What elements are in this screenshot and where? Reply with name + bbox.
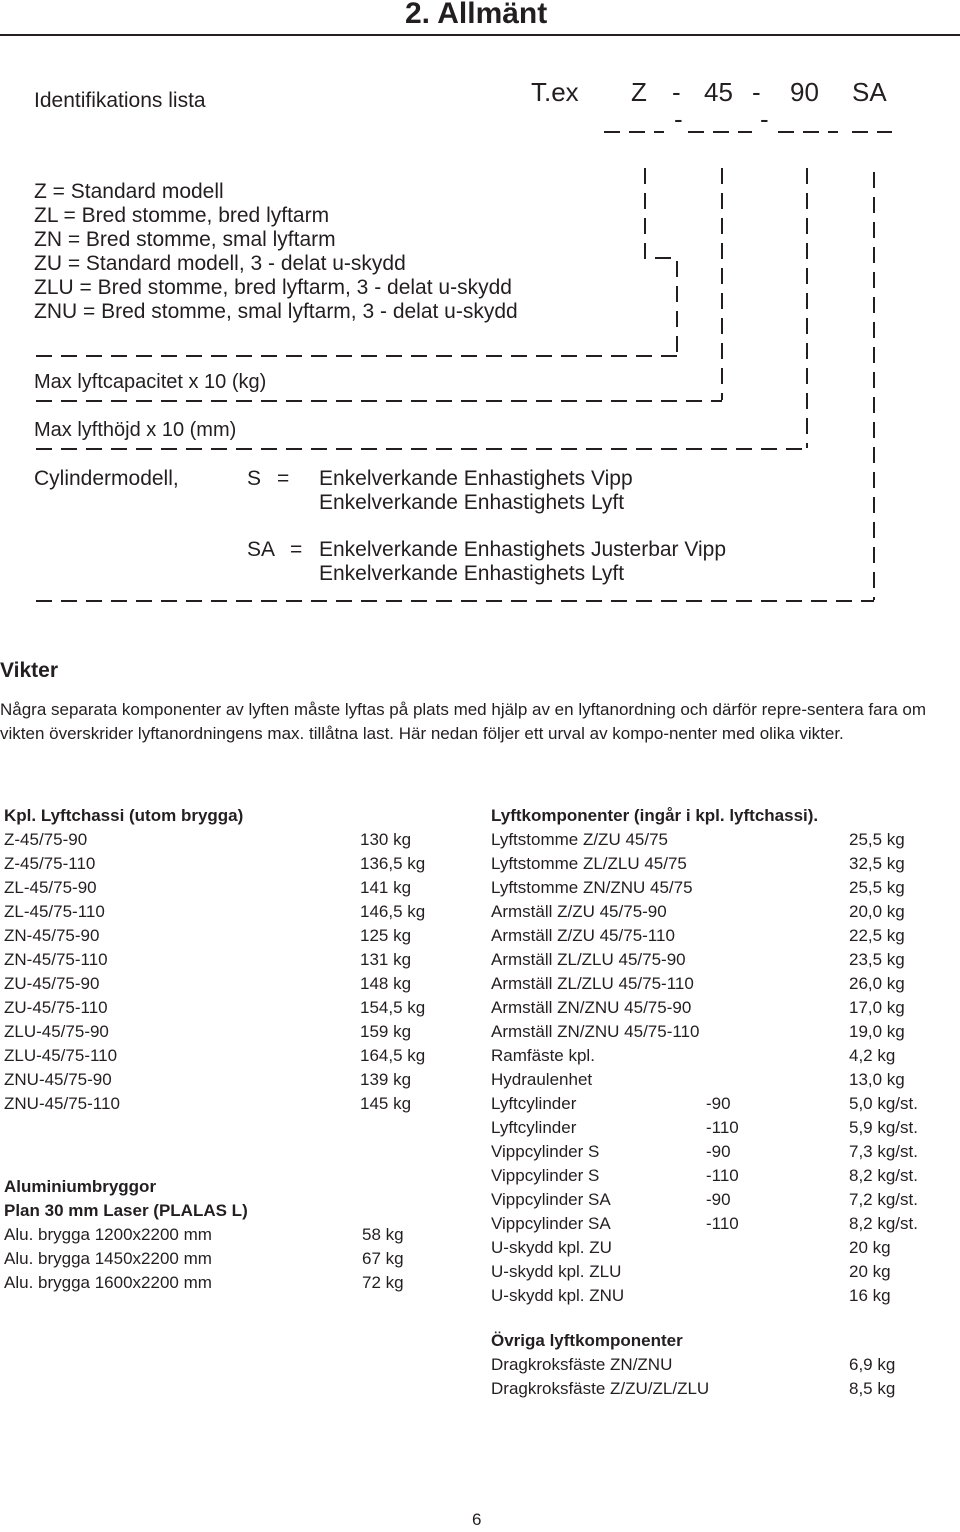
- model-line: ZLU = Bred stomme, bred lyftarm, 3 - delat u-skydd: [34, 276, 512, 299]
- components-heading: Lyftkomponenter (ingår i kpl. lyftchassi).: [491, 806, 819, 825]
- component-weight: 7,2 kg/st.: [849, 1190, 918, 1209]
- component-weight: 13,0 kg: [849, 1070, 905, 1089]
- component-name: Lyftcylinder: [491, 1118, 577, 1137]
- bridges-heading: Aluminiumbryggor: [4, 1177, 157, 1196]
- component-name: Vippcylinder SA: [491, 1190, 611, 1209]
- other-component-name: Dragkroksfäste ZN/ZNU: [491, 1355, 673, 1374]
- bridge-weight: 67 kg: [362, 1249, 404, 1268]
- bridge-name: Alu. brygga 1600x2200 mm: [4, 1273, 212, 1292]
- vikter-heading: Vikter: [0, 659, 58, 682]
- example-capacity: 45: [704, 77, 733, 107]
- chassis-name: Z-45/75-90: [4, 830, 88, 849]
- component-weight: 7,3 kg/st.: [849, 1142, 918, 1161]
- chassis-weight: 148 kg: [360, 974, 412, 993]
- other-component-name: Dragkroksfäste Z/ZU/ZL/ZLU: [491, 1379, 710, 1398]
- chassis-name: ZLU-45/75-90: [4, 1022, 109, 1041]
- example-prefix: T.ex: [531, 77, 579, 107]
- component-weight: 25,5 kg: [849, 830, 905, 849]
- example-model: Z: [631, 77, 647, 107]
- component-weight: 16 kg: [849, 1286, 891, 1305]
- example-dash-sep-1: -: [674, 104, 683, 134]
- bridges-subheading: Plan 30 mm Laser (PLALAS L): [4, 1201, 248, 1220]
- cylinder-label: Cylindermodell,: [34, 467, 179, 490]
- chassis-weight: 145 kg: [360, 1094, 412, 1113]
- page-number: 6: [472, 1510, 482, 1529]
- component-weight: 32,5 kg: [849, 854, 905, 873]
- example-height: 90: [790, 77, 819, 107]
- cylinder-eq-sa: =: [290, 538, 303, 561]
- chassis-weight: 125 kg: [360, 926, 412, 945]
- chassis-name: Z-45/75-110: [4, 854, 96, 873]
- component-name: Vippcylinder S: [491, 1142, 600, 1161]
- identification-title: Identifikations lista: [34, 89, 206, 112]
- chassis-name: ZNU-45/75-110: [4, 1094, 120, 1113]
- cylinder-desc: Enkelverkande Enhastighets Lyft: [319, 491, 625, 514]
- component-weight: 8,2 kg/st.: [849, 1166, 918, 1185]
- chassis-weight: 131 kg: [360, 950, 412, 969]
- component-variant: -110: [706, 1166, 739, 1185]
- component-name: Lyftcylinder: [491, 1094, 577, 1113]
- cylinder-desc: Enkelverkande Enhastighets Justerbar Vipp: [319, 538, 727, 561]
- component-weight: 17,0 kg: [849, 998, 905, 1017]
- other-component-weight: 6,9 kg: [849, 1355, 896, 1374]
- component-weight: 19,0 kg: [849, 1022, 905, 1041]
- component-name: Armställ ZN/ZNU 45/75-110: [491, 1022, 700, 1041]
- cylinder-desc: Enkelverkande Enhastighets Lyft: [319, 562, 625, 585]
- component-variant: -90: [706, 1142, 731, 1161]
- component-weight: 22,5 kg: [849, 926, 905, 945]
- component-name: Hydraulenhet: [491, 1070, 593, 1089]
- component-weight: 26,0 kg: [849, 974, 905, 993]
- example-dash-sep-2: -: [760, 104, 769, 134]
- model-line: ZU = Standard modell, 3 - delat u-skydd: [34, 252, 406, 275]
- chassis-weight: 159 kg: [360, 1022, 412, 1041]
- example-sep-2: -: [752, 77, 761, 107]
- vikter-paragraph: Några separata komponenter av lyften måste lyftas på plats med hjälp av en lyftanordning och därför repre-sentera fara om vikten överskrider lyftanordningens max. tillåtna last. Här nedan följer ett urval av kompo-nenter med olika vikter.: [0, 700, 927, 743]
- component-weight: 23,5 kg: [849, 950, 905, 969]
- other-components-heading: Övriga lyftkomponenter: [491, 1331, 683, 1350]
- component-weight: 20 kg: [849, 1238, 891, 1257]
- component-weight: 25,5 kg: [849, 878, 905, 897]
- model-line: ZL = Bred stomme, bred lyftarm: [34, 204, 330, 227]
- component-name: Vippcylinder S: [491, 1166, 600, 1185]
- chassis-weight: 146,5 kg: [360, 902, 426, 921]
- component-name: Lyftstomme ZL/ZLU 45/75: [491, 854, 687, 873]
- chassis-weight: 141 kg: [360, 878, 412, 897]
- chassis-name: ZU-45/75-90: [4, 974, 100, 993]
- model-line: ZNU = Bred stomme, smal lyftarm, 3 - delat u-skydd: [34, 300, 518, 323]
- component-weight: 20 kg: [849, 1262, 891, 1281]
- component-name: U-skydd kpl. ZLU: [491, 1262, 622, 1281]
- chassis-weight: 164,5 kg: [360, 1046, 426, 1065]
- component-name: U-skydd kpl. ZU: [491, 1238, 612, 1257]
- component-weight: 5,0 kg/st.: [849, 1094, 918, 1113]
- cylinder-eq-s: =: [277, 467, 290, 490]
- component-name: Lyftstomme Z/ZU 45/75: [491, 830, 668, 849]
- component-weight: 20,0 kg: [849, 902, 905, 921]
- component-name: Lyftstomme ZN/ZNU 45/75: [491, 878, 693, 897]
- chassis-weight: 154,5 kg: [360, 998, 426, 1017]
- component-name: Ramfäste kpl.: [491, 1046, 595, 1065]
- chassis-heading: Kpl. Lyftchassi (utom brygga): [4, 806, 244, 825]
- bridge-weight: 72 kg: [362, 1273, 404, 1292]
- model-line: Z = Standard modell: [34, 180, 224, 203]
- other-component-weight: 8,5 kg: [849, 1379, 896, 1398]
- example-cylinder: SA: [852, 77, 887, 107]
- chapter-title: 2. Allmänt: [405, 0, 548, 30]
- component-name: Armställ Z/ZU 45/75-110: [491, 926, 675, 945]
- chassis-name: ZLU-45/75-110: [4, 1046, 118, 1065]
- cylinder-code-s: S: [247, 467, 262, 490]
- chassis-name: ZL-45/75-90: [4, 878, 97, 897]
- component-name: Armställ ZL/ZLU 45/75-110: [491, 974, 694, 993]
- component-name: U-skydd kpl. ZNU: [491, 1286, 625, 1305]
- chassis-weight: 139 kg: [360, 1070, 412, 1089]
- example-sep-1: -: [672, 77, 681, 107]
- chassis-weight: 130 kg: [360, 830, 412, 849]
- component-variant: -110: [706, 1214, 739, 1233]
- chassis-name: ZU-45/75-110: [4, 998, 108, 1017]
- component-weight: 5,9 kg/st.: [849, 1118, 918, 1137]
- chassis-name: ZN-45/75-110: [4, 950, 108, 969]
- max-height-label: Max lyfthöjd x 10 (mm): [34, 419, 237, 441]
- bridge-name: Alu. brygga 1450x2200 mm: [4, 1249, 212, 1268]
- bridge-name: Alu. brygga 1200x2200 mm: [4, 1225, 212, 1244]
- chassis-name: ZN-45/75-90: [4, 926, 100, 945]
- max-capacity-label: Max lyftcapacitet x 10 (kg): [34, 371, 267, 393]
- model-line: ZN = Bred stomme, smal lyftarm: [34, 228, 336, 251]
- component-variant: -110: [706, 1118, 739, 1137]
- component-variant: -90: [706, 1094, 731, 1113]
- component-name: Armställ ZL/ZLU 45/75-90: [491, 950, 686, 969]
- component-name: Armställ ZN/ZNU 45/75-90: [491, 998, 692, 1017]
- identification-connector-lines: [0, 0, 960, 620]
- cylinder-code-sa: SA: [247, 538, 276, 561]
- chassis-name: ZL-45/75-110: [4, 902, 105, 921]
- cylinder-desc: Enkelverkande Enhastighets Vipp: [319, 467, 633, 490]
- component-variant: -90: [706, 1190, 731, 1209]
- component-weight: 8,2 kg/st.: [849, 1214, 918, 1233]
- component-name: Armställ Z/ZU 45/75-90: [491, 902, 667, 921]
- component-name: Vippcylinder SA: [491, 1214, 611, 1233]
- component-weight: 4,2 kg: [849, 1046, 896, 1065]
- chassis-weight: 136,5 kg: [360, 854, 426, 873]
- bridge-weight: 58 kg: [362, 1225, 404, 1244]
- chassis-name: ZNU-45/75-90: [4, 1070, 112, 1089]
